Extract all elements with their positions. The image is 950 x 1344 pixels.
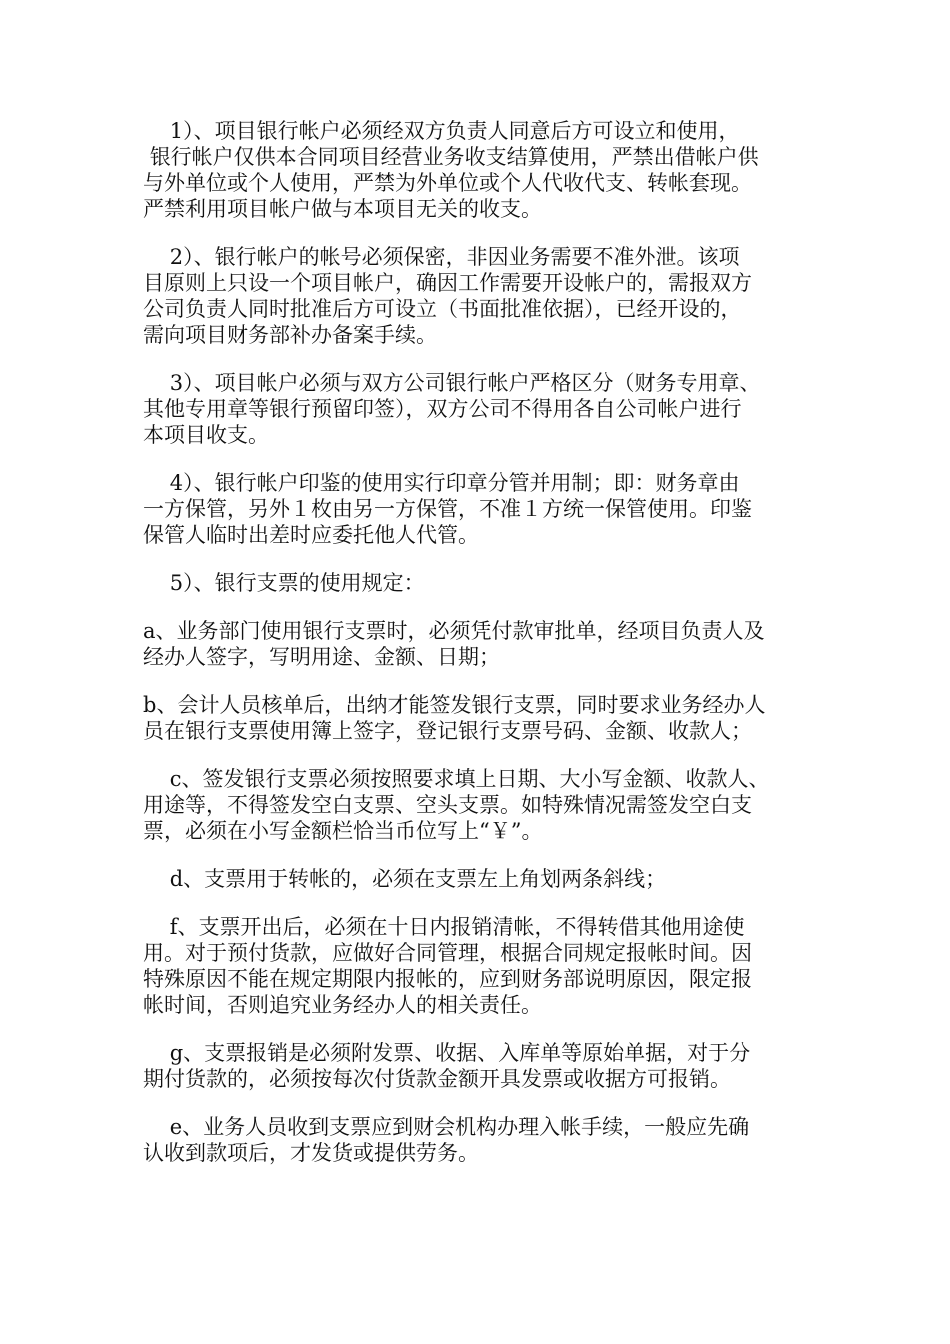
text-line: 帐时间，否则追究业务经办人的相关责任。 <box>143 993 542 1017</box>
paragraph-1 <box>143 118 813 222</box>
text-line: 用途等，不得签发空白支票、空头支票。如特殊情况需签发空白支 <box>143 793 752 817</box>
paragraph-2 <box>143 244 813 348</box>
paragraph-b <box>143 692 813 744</box>
text-line: 5）、银行支票的使用规定： <box>143 571 425 595</box>
text-line: 4）、银行帐户印鉴的使用实行印章分管并用制；即：财务章由 <box>143 471 740 495</box>
text-line: e、业务人员收到支票应到财会机构办理入帐手续，一般应先确 <box>143 1115 750 1139</box>
text-line: g、支票报销是必须附发票、收据、入库单等原始单据，对于分 <box>143 1041 751 1065</box>
paragraph-f <box>143 914 813 1018</box>
text-line: 公司负责人同时批准后方可设立（书面批准依据），已经开设的， <box>143 297 742 321</box>
paragraph-g <box>143 1040 813 1092</box>
text-line: d、支票用于转帐的，必须在支票左上角划两条斜线； <box>143 867 667 891</box>
paragraph-4 <box>143 470 813 548</box>
text-line: 需向项目财务部补办备案手续。 <box>143 323 437 347</box>
paragraph-a <box>143 618 813 670</box>
text-line: 用。对于预付货款，应做好合同管理，根据合同规定报帐时间。因 <box>143 941 752 965</box>
text-line: b、会计人员核单后，出纳才能签发银行支票，同时要求业务经办人 <box>143 693 766 717</box>
text-line: 票，必须在小写金额栏恰当币位写上“￥”。 <box>143 819 543 843</box>
text-line: 经办人签字，写明用途、金额、日期； <box>143 645 500 669</box>
text-line: f、支票开出后，必须在十日内报销清帐，不得转借其他用途使 <box>143 915 745 939</box>
text-line: 目原则上只设一个项目帐户，确因工作需要开设帐户的，需报双方 <box>143 271 752 295</box>
text-line: 严禁利用项目帐户做与本项目无关的收支。 <box>143 197 542 221</box>
text-line: a、业务部门使用银行支票时，必须凭付款审批单，经项目负责人及 <box>143 619 765 643</box>
text-line: 一方保管，另外１枚由另一方保管，不准１方统一保管使用。印鉴 <box>143 497 752 521</box>
text-line: 2）、银行帐户的帐号必须保密，非因业务需要不准外泄。该项 <box>143 245 740 269</box>
text-line: 认收到款项后，才发货或提供劳务。 <box>143 1141 479 1165</box>
paragraph-e <box>143 1114 813 1166</box>
text-line: 本项目收支。 <box>143 423 269 447</box>
paragraph-c <box>143 766 813 844</box>
paragraph-3 <box>143 370 813 448</box>
text-line: 3）、项目帐户必须与双方公司银行帐户严格区分（财务专用章、 <box>143 371 761 395</box>
paragraph-5 <box>143 570 813 596</box>
text-line: 保管人临时出差时应委托他人代管。 <box>143 523 479 547</box>
text-line: c、签发银行支票必须按照要求填上日期、大小写金额、收款人、 <box>143 767 770 791</box>
document-body <box>143 118 813 1188</box>
text-line: 与外单位或个人使用，严禁为外单位或个人代收代支、转帐套现。 <box>143 171 752 195</box>
text-line: 员在银行支票使用簿上签字，登记银行支票号码、金额、收款人； <box>143 719 752 743</box>
text-line: 1）、项目银行帐户必须经双方负责人同意后方可设立和使用， <box>143 119 740 143</box>
paragraph-d <box>143 866 813 892</box>
text-line: 银行帐户仅供本合同项目经营业务收支结算使用，严禁出借帐户供 <box>143 145 759 169</box>
text-line: 特殊原因不能在规定期限内报帐的，应到财务部说明原因，限定报 <box>143 967 752 991</box>
text-line: 期付货款的，必须按每次付货款金额开具发票或收据方可报销。 <box>143 1067 731 1091</box>
text-line: 其他专用章等银行预留印签），双方公司不得用各自公司帐户进行 <box>143 397 742 421</box>
